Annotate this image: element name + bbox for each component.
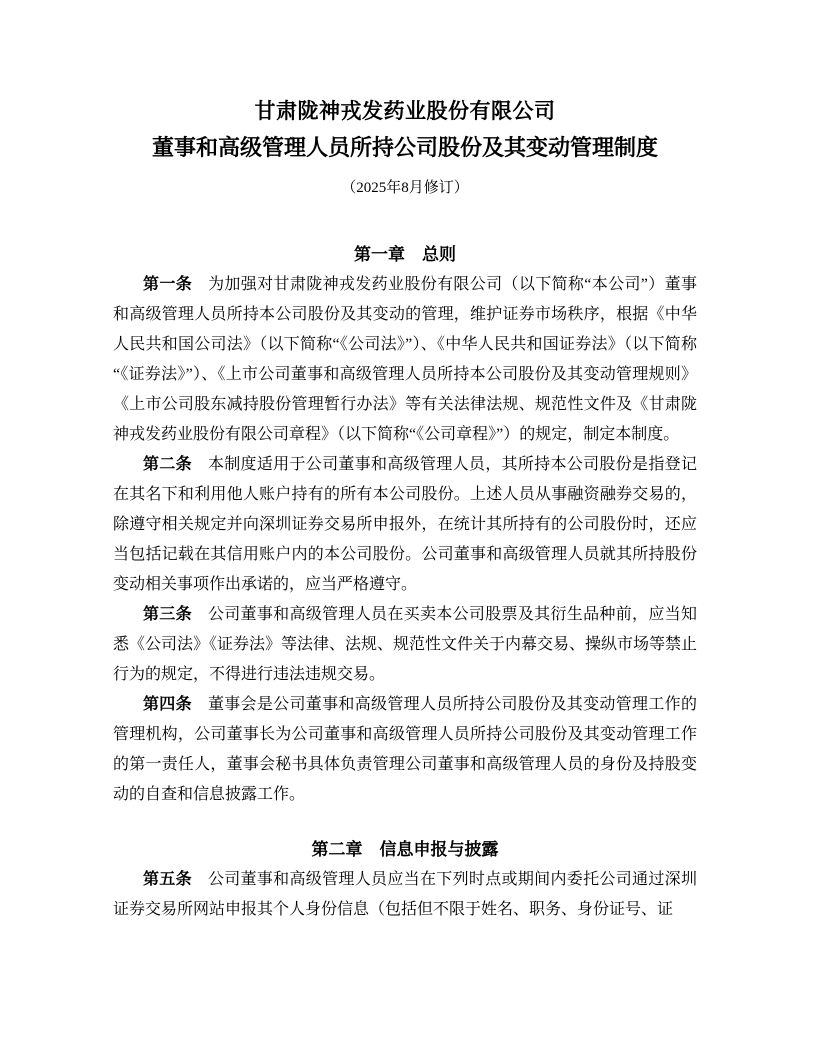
article-1-label: 第一条 [143, 276, 193, 293]
article-5-label: 第五条 [143, 871, 192, 888]
article-2-text: 本制度适用于公司董事和高级管理人员，其所持本公司股份是指登记在其名下和利用他人账户持有的所有本公司股份。上述人员从事融资融券交易的，除遵守相关规定并向深圳证券交易所申报外，在统计其所持有的公司股份时，还应当包括记载在其信用账户内的本公司股份。公司董事和高级管理人员就其所持股份变动相关事项作出承诺的，应当严格遵守。 [113, 456, 697, 593]
article-1-text: 为加强对甘肃陇神戎发药业股份有限公司（以下简称“本公司”）董事和高级管理人员所持本公司股份及其变动的管理，维护证券市场秩序，根据《中华人民共和国公司法》（以下简称“《公司法》”）、《中华人民共和国证券法》（以下简称“《证券法》”）、《上市公司董事和高级管理人员所持本公司股份及其变动管理规则》《上市公司股东减持股份管理暂行办法》等有关法律法规、规范性文件及《甘肃陇神戎发药业股份有限公司章程》（以下简称“《公司章程》”）的规定，制定本制度。 [113, 276, 697, 443]
company-name-title: 甘肃陇神戎发药业股份有限公司 [254, 99, 556, 123]
article-3 [113, 600, 697, 690]
revision-note: （2025年8月修订） [341, 180, 469, 196]
chapter-2-heading: 第二章 信息申报与披露 [311, 840, 499, 859]
article-2-label: 第二条 [143, 456, 192, 473]
article-5-text: 公司董事和高级管理人员应当在下列时点或期间内委托公司通过深圳证券交易所网站申报其个人身份信息（包括但不限于姓名、职务、身份证号、证 [113, 871, 697, 918]
article-4-text: 董事会是公司董事和高级管理人员所持公司股份及其变动管理工作的管理机构，公司董事长为公司董事和高级管理人员所持公司股份及其变动管理工作的第一责任人，董事会秘书具体负责管理公司董事和高级管理人员的身份及持股变动的自查和信息披露工作。 [113, 696, 697, 803]
document-header [113, 96, 697, 200]
article-2 [113, 450, 697, 600]
article-4 [113, 690, 697, 810]
document-title: 董事和高级管理人员所持公司股份及其变动管理制度 [151, 135, 658, 160]
article-1 [113, 270, 697, 450]
chapter-1-heading: 第一章 总则 [354, 245, 456, 264]
article-3-text: 公司董事和高级管理人员在买卖本公司股票及其衍生品种前，应当知悉《公司法》《证券法》等法律、法规、规范性文件关于内幕交易、操纵市场等禁止行为的规定，不得进行违法违规交易。 [113, 606, 698, 683]
article-5 [113, 865, 697, 925]
article-4-label: 第四条 [143, 696, 192, 713]
article-3-label: 第三条 [143, 606, 192, 623]
